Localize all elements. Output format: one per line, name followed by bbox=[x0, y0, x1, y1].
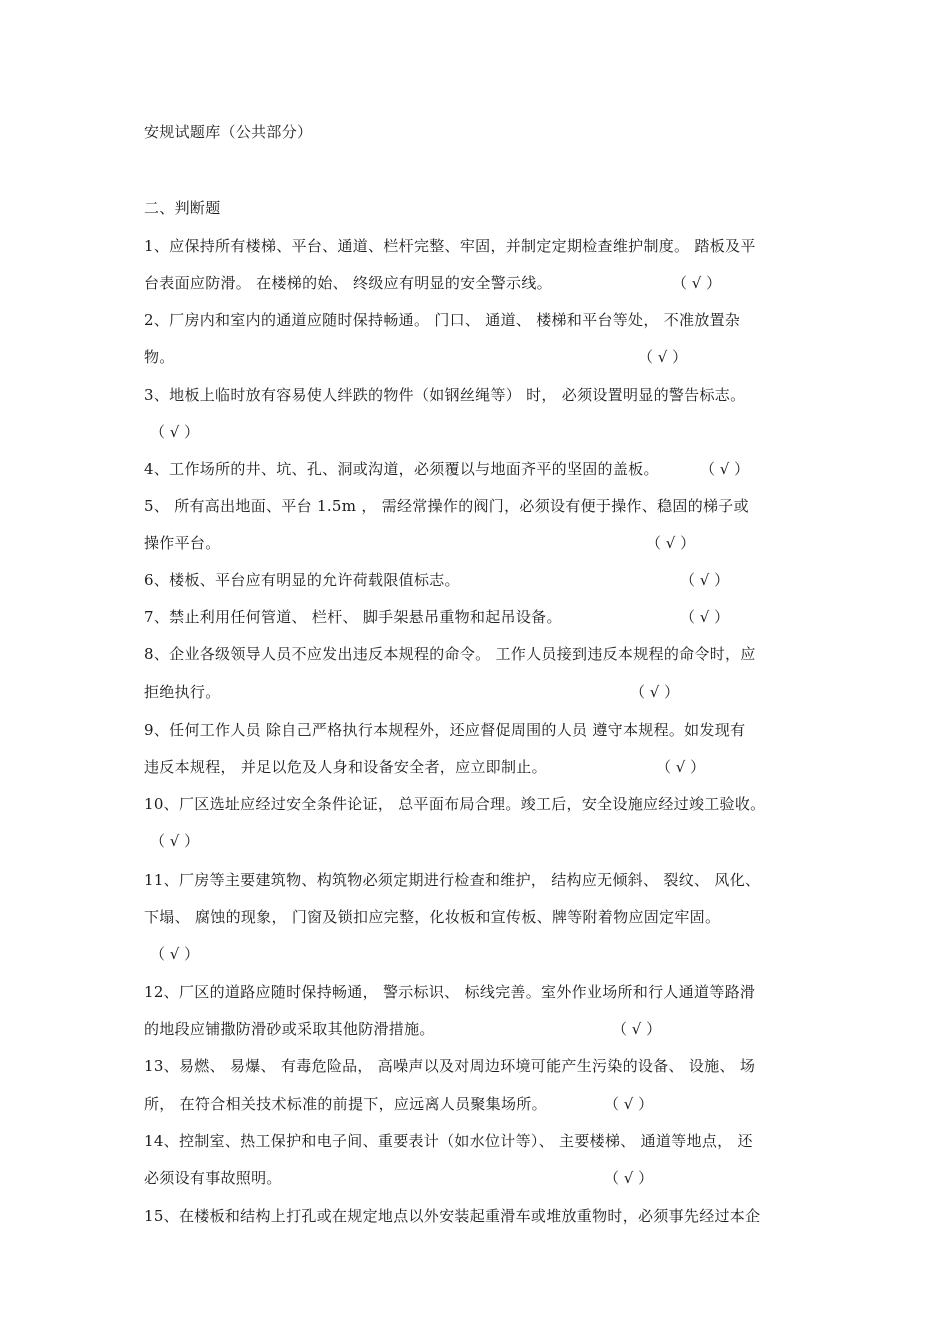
text-line: 5、 所有高出地面、平台 1.5m ， 需经常操作的阀门，必须设有便于操作、稳固的梯子或 bbox=[144, 497, 749, 515]
document-title: 安规试题库（公共部分） bbox=[144, 123, 313, 141]
answer-mark: （ √ ） bbox=[656, 758, 706, 776]
text-line: 台表面应防滑。 在楼梯的始、 终级应有明显的安全警示线。 bbox=[144, 274, 552, 292]
text-line: 所， 在符合相关技术标准的前提下，应远离人员聚集场所。 bbox=[144, 1095, 547, 1113]
answer-mark: （ √ ） bbox=[604, 1169, 654, 1187]
text-line: 8、企业各级领导人员不应发出违反本规程的命令。 工作人员接到违反本规程的命令时，应 bbox=[144, 645, 756, 663]
text-line: 的地段应铺撒防滑砂或采取其他防滑措施。 bbox=[144, 1020, 435, 1038]
answer-mark: （ √ ） bbox=[638, 348, 688, 366]
text-line: 2、厂房内和室内的通道应随时保持畅通。 门口、 通道、 楼梯和平台等处， 不准放置杂 bbox=[144, 311, 741, 329]
answer-mark: （ √ ） bbox=[680, 608, 730, 626]
answer-mark: （ √ ） bbox=[150, 945, 200, 963]
answer-mark: （ √ ） bbox=[680, 571, 730, 589]
answer-mark: （ √ ） bbox=[630, 683, 680, 701]
answer-mark: （ √ ） bbox=[700, 460, 750, 478]
answer-mark: （ √ ） bbox=[612, 1020, 662, 1038]
text-line: 下塌、 腐蚀的现象， 门窗及锁扣应完整，化妆板和宣传板、牌等附着物应固定牢固。 bbox=[144, 908, 721, 926]
text-line: 11、厂房等主要建筑物、构筑物必须定期进行检查和维护， 结构应无倾斜、 裂纹、 风化、 bbox=[144, 871, 761, 889]
text-line: 7、禁止利用任何管道、 栏杆、 脚手架悬吊重物和起吊设备。 bbox=[144, 608, 562, 626]
text-line: 操作平台。 bbox=[144, 534, 221, 552]
text-line: 6、楼板、平台应有明显的允许荷载限值标志。 bbox=[144, 571, 460, 589]
text-line: 9、任何工作人员 除自己严格执行本规程外，还应督促周围的人员 遵守本规程。如发现有 bbox=[144, 721, 746, 739]
text-line: 14、控制室、热工保护和电子间、重要表计（如水位计等）、 主要楼梯、 通道等地点， 还 bbox=[144, 1132, 753, 1150]
section-heading: 二、判断题 bbox=[144, 199, 221, 217]
text-line: 13、易燃、 易爆、 有毒危险品， 高噪声以及对周边环境可能产生污染的设备、 设施、 场 bbox=[144, 1057, 756, 1075]
text-line: 1、应保持所有楼梯、平台、通道、栏杆完整、牢固，并制定定期检查维护制度。 踏板及平 bbox=[144, 237, 756, 255]
answer-mark: （ √ ） bbox=[150, 423, 200, 441]
text-line: 物。 bbox=[144, 348, 175, 366]
answer-mark: （ √ ） bbox=[646, 534, 696, 552]
text-line: 15、在楼板和结构上打孔或在规定地点以外安装起重滑车或堆放重物时，必须事先经过本企 bbox=[144, 1207, 761, 1225]
text-line: 4、工作场所的井、坑、孔、洞或沟道，必须覆以与地面齐平的坚固的盖板。 bbox=[144, 460, 659, 478]
text-line: 拒绝执行。 bbox=[144, 683, 221, 701]
answer-mark: （ √ ） bbox=[150, 832, 200, 850]
text-line: 12、厂区的道路应随时保持畅通， 警示标识、 标线完善。室外作业场所和行人通道等路滑 bbox=[144, 983, 756, 1001]
answer-mark: （ √ ） bbox=[604, 1095, 654, 1113]
text-line: 必须设有事故照明。 bbox=[144, 1169, 282, 1187]
text-line: 10、厂区选址应经过安全条件论证， 总平面布局合理。竣工后，安全设施应经过竣工验收。 bbox=[144, 795, 766, 813]
text-line: 违反本规程， 并足以危及人身和设备安全者，应立即制止。 bbox=[144, 758, 547, 776]
answer-mark: （ √ ） bbox=[672, 274, 722, 292]
text-line: 3、地板上临时放有容易使人绊跌的物件（如钢丝绳等） 时， 必须设置明显的警告标志。 bbox=[144, 386, 746, 404]
